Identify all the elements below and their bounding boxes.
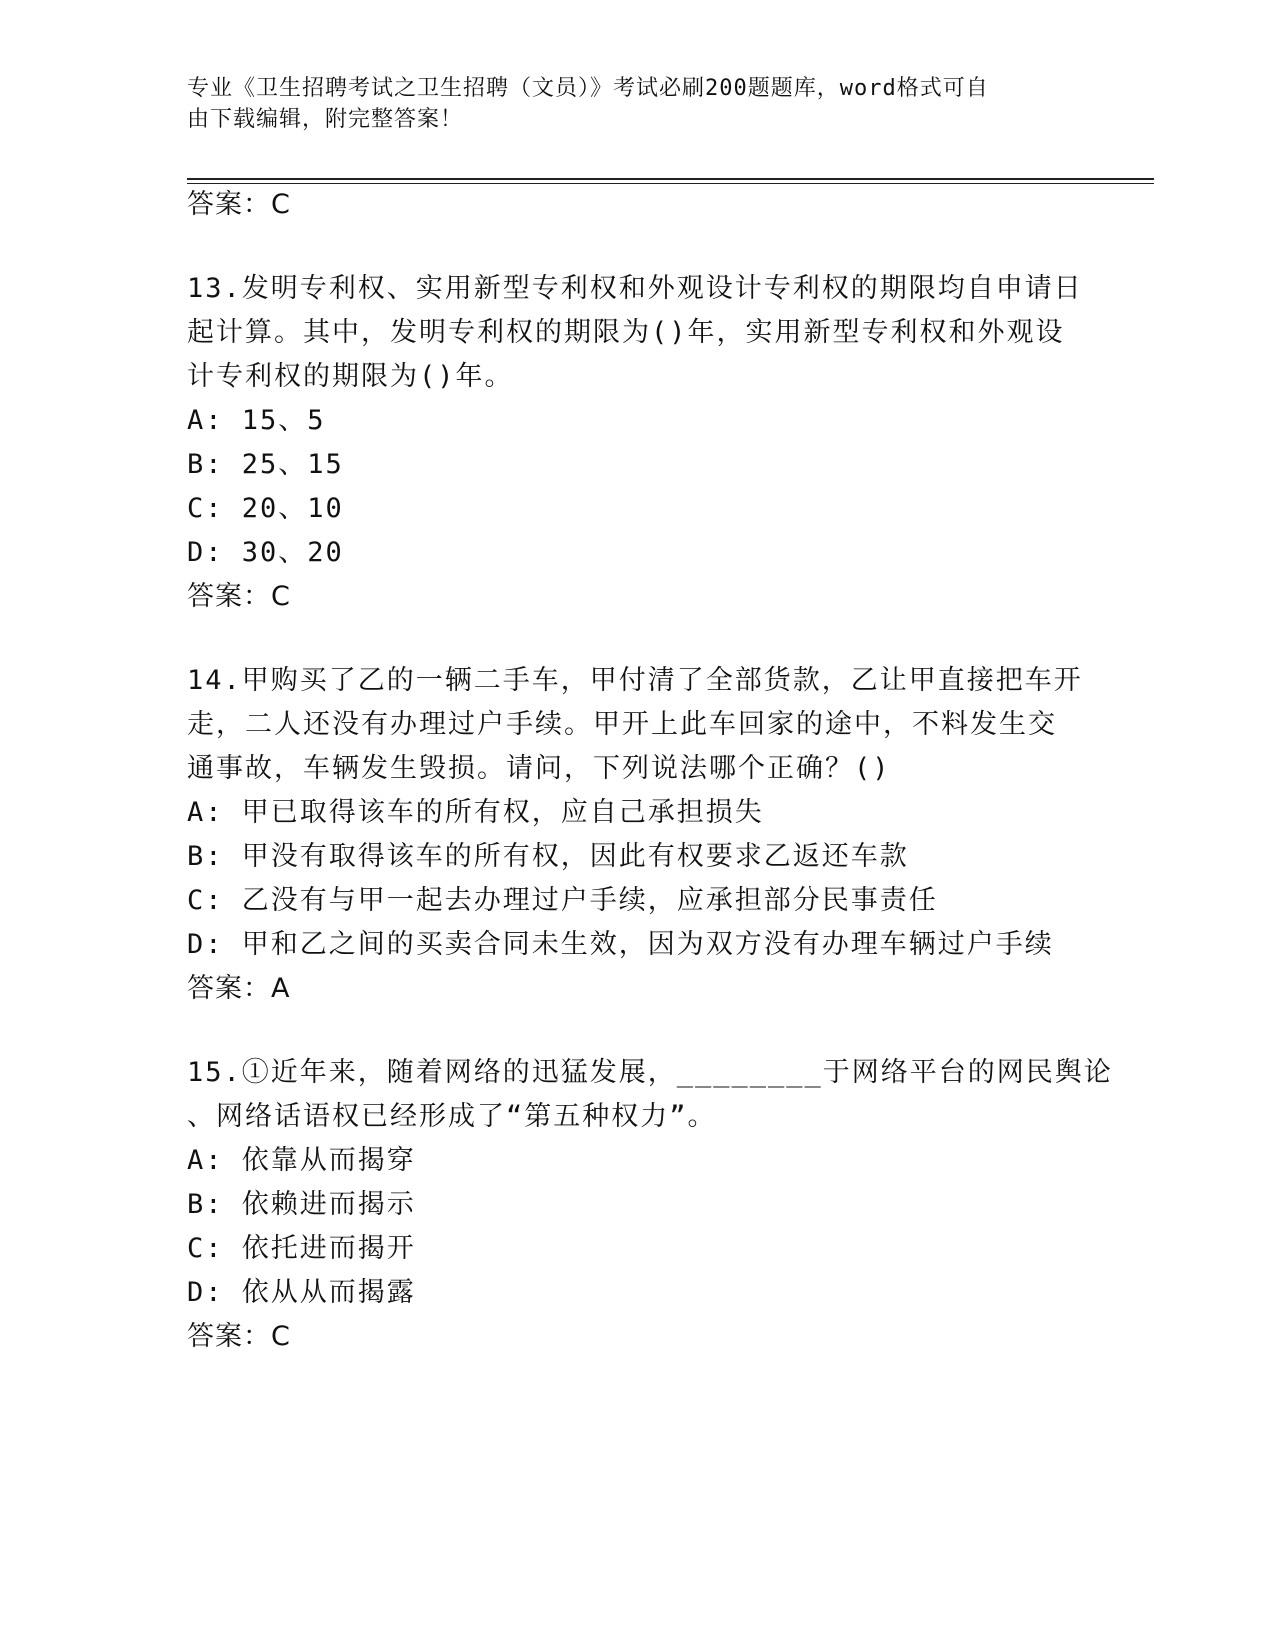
question-13-stem-line-3: 计专利权的期限为()年。 [187,361,514,392]
question-14-option-b: B: 甲没有取得该车的所有权，因此有权要求乙返还车款 [187,841,909,872]
question-14-stem-line-3: 通事故，车辆发生毁损。请问，下列说法哪个正确？() [187,753,891,784]
question-13-option-b: B: 25、15 [187,449,344,480]
question-14-stem-line-1: 14.甲购买了乙的一辆二手车，甲付清了全部货款，乙让甲直接把车开 [187,665,1083,696]
question-14-answer: 答案：A [187,973,291,1004]
question-13-stem-line-2: 起计算。其中，发明专利权的期限为()年，实用新型专利权和外观设 [187,317,1065,348]
question-13-answer: 答案：C [187,581,291,612]
question-15-option-b: B: 依赖进而揭示 [187,1189,416,1220]
previous-answer: 答案：C [187,189,291,220]
question-15-option-d: D: 依从从而揭露 [187,1277,416,1308]
question-15-answer: 答案：C [187,1321,291,1352]
question-15-stem-line-1: 15.①近年来，随着网络的迅猛发展，________于网络平台的网民舆论 [187,1057,1113,1088]
question-13-option-a: A: 15、5 [187,405,326,436]
question-15-option-c: C: 依托进而揭开 [187,1233,416,1264]
question-14-option-c: C: 乙没有与甲一起去办理过户手续，应承担部分民事责任 [187,885,938,916]
header-rule-thick [187,178,1154,180]
document-header [187,73,1067,135]
header-line-2: 由下载编辑，附完整答案！ [187,107,464,132]
question-15-option-a: A: 依靠从而揭穿 [187,1145,416,1176]
header-rule-thin [187,183,1154,184]
header-line-1: 专业《卫生招聘考试之卫生招聘（文员）》考试必刷200题题库，word格式可自 [187,76,989,101]
question-15-stem-line-2: 、网络话语权已经形成了“第五种权力”。 [187,1101,717,1132]
question-13-option-d: D: 30、20 [187,537,344,568]
question-14-option-a: A: 甲已取得该车的所有权，应自己承担损失 [187,797,764,828]
question-13-option-c: C: 20、10 [187,493,344,524]
question-13-stem-line-1: 13.发明专利权、实用新型专利权和外观设计专利权的期限均自申请日 [187,273,1083,304]
question-14-option-d: D: 甲和乙之间的买卖合同未生效，因为双方没有办理车辆过户手续 [187,929,1054,960]
question-14-stem-line-2: 走，二人还没有办理过户手续。甲开上此车回家的途中，不料发生交 [187,709,1057,740]
